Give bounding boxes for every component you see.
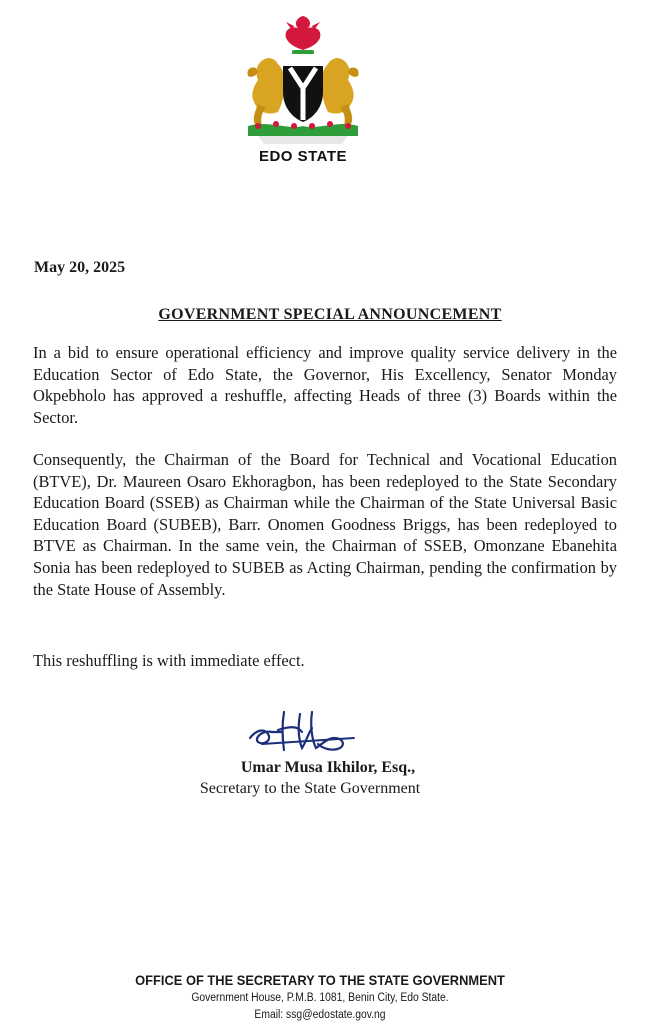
paragraph-intro: In a bid to ensure operational efficiency and improve quality service delivery in the Education Sector of Edo State, the Governor, His Excellency, Senator Monday Okpebholo has approved a reshuffle, affecting Heads of three (3) Boards within the Sector. [33,343,617,427]
signatory-name: Umar Musa Ikhilor, Esq., [240,759,416,776]
paragraph-effect: This reshuffling is with immediate effect. [33,651,305,670]
footer-address: Government House, P.M.B. 1081, Benin City, Edo State. [191,992,449,1004]
paragraph-redeployments: Consequently, the Chairman of the Board for Technical and Vocational Education (BTVE), Dr. Maureen Osaro Ekhoragbon, has been redeployed to the State Secondary Education Board (SSEB) as Chairman while the Chairman of the State Universal Basic Education Board (SUBEB), Barr. Onomen Goodness Briggs, has been redeployed to BTVE as Chairman. In the same vein, the Chairman of SSEB, Omonzane Ebanehita Sonia has been redeployed to SUBEB as Acting Chairman, pending the confirmation by the State House of Assembly. [33,450,617,599]
letter-date: May 20, 2025 [34,259,126,276]
signatory-title: Secretary to the State Government [199,780,421,797]
signature-icon [242,704,362,760]
footer-email: Email: ssg@edostate.gov.ng [254,1009,386,1021]
footer-office-name: OFFICE OF THE SECRETARY TO THE STATE GOVERNMENT [135,972,505,988]
crest-label: EDO STATE [258,148,348,165]
announcement-heading: GOVERNMENT SPECIAL ANNOUNCEMENT [158,306,502,323]
